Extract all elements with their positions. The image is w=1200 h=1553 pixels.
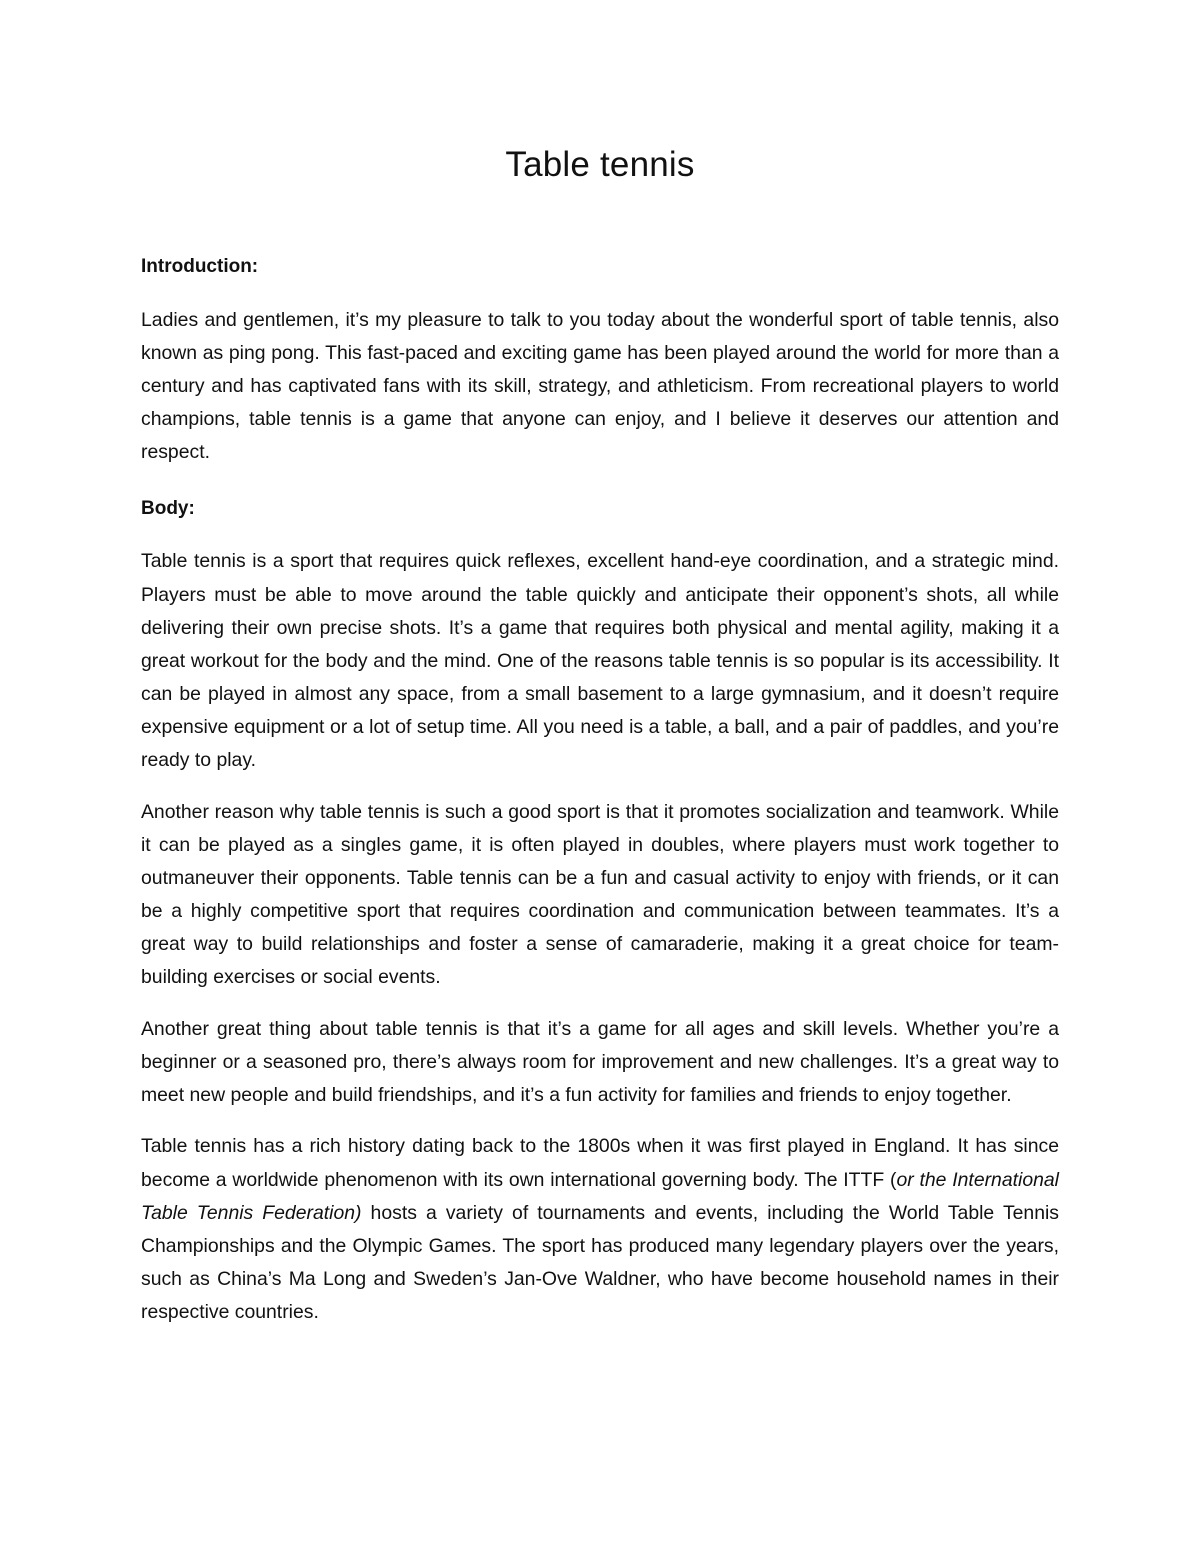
body-paragraph-reflexes: Table tennis is a sport that requires quick reflexes, excellent hand-eye coordination, and a strategic mind. Players must be able to move around the table quickly and anticipate their opponent’s shots, all while delivering their own precise shots. It’s a game that requires both physical and mental agility, making it a great workout for the body and the mind. One of the reasons table tennis is so popular is its accessibility. It can be played in almost any space, from a small basement to a large gymnasium, and it doesn’t require expensive equipment or a lot of setup time. All you need is a table, a ball, and a pair of paddles, and you’re ready to play.: [141, 550, 1059, 772]
history-text-end: hosts a variety of tournaments and events, including the World Table Tennis Championships and the Olympic Games. The sport has produced many legendary players over the years, such as China’s Ma Long and Sweden’s Jan-Ove Waldner, who have become household names in their respective countries.: [141, 1201, 1059, 1323]
document-content: [141, 140, 1059, 1329]
history-text-start: Table tennis has a rich history dating back to the 1800s when it was first played in England. It has since become a worldwide phenomenon with its own international governing body. The ITTF (: [141, 1135, 1059, 1191]
document-title: Table tennis: [505, 145, 695, 184]
introduction-paragraph: Ladies and gentlemen, it’s my pleasure to talk to you today about the wonderful sport of table tennis, also known as ping pong. This fast-paced and exciting game has been played around the world for more than a century and has captivated fans with its skill, strategy, and athleticism. From recreational players to world champions, table tennis is a game that anyone can enjoy, and I believe it deserves our attention and respect.: [141, 309, 1059, 464]
introduction-heading: Introduction:: [141, 256, 259, 277]
body-paragraph-teamwork: Another reason why table tennis is such a good sport is that it promotes socialization and teamwork. While it can be played as a singles game, it is often played in doubles, where players must work together to outmaneuver their opponents. Table tennis can be a fun and casual activity to enjoy with friends, or it can be a highly competitive sport that requires coordination and communication between teammates. It’s a great way to build relationships and foster a sense of camaraderie, making it a great choice for team-building exercises or social events.: [141, 800, 1059, 989]
body-heading: Body:: [141, 498, 195, 520]
body-paragraph-history: [141, 1130, 1059, 1329]
history-text-italic: or the International Table Tennis Federation): [141, 1168, 1059, 1224]
body-paragraph-all-ages: Another great thing about table tennis is that it’s a game for all ages and skill levels. Whether you’re a beginner or a seasoned pro, there’s always room for improvement and new challenges. It’s a great way to meet new people and build friendships, and it’s a fun activity for families and friends to enjoy together.: [141, 1017, 1059, 1106]
